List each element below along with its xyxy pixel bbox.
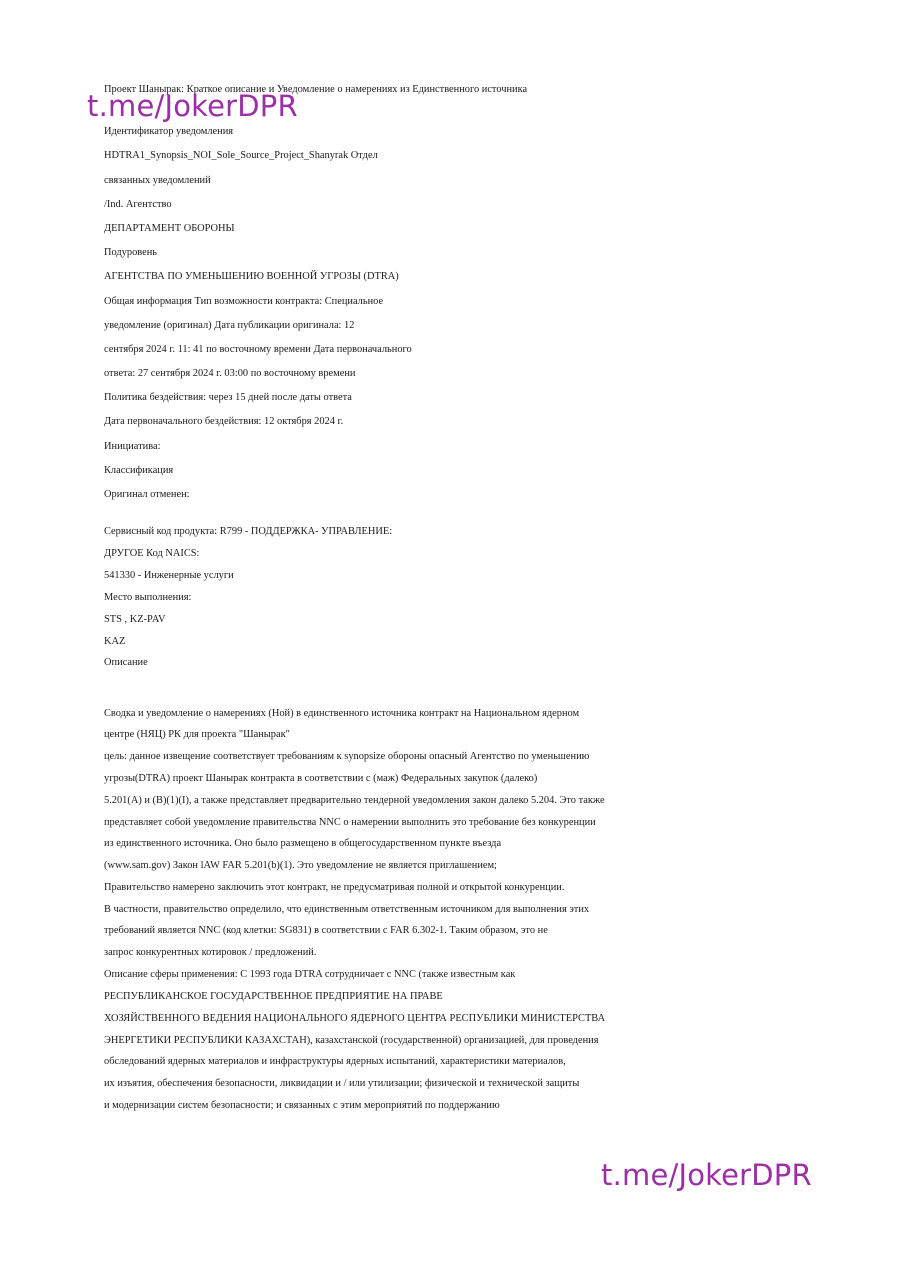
description-line: Правительство намерено заключить этот контракт, не предусматривая полной и открытой конкуренции. (104, 882, 565, 893)
info-line: Инициатива: (104, 441, 161, 452)
info-line: Идентификатор уведомления (104, 126, 234, 137)
description-line: ХОЗЯЙСТВЕННОГО ВЕДЕНИЯ НАЦИОНАЛЬНОГО ЯДЕРНОГО ЦЕНТРА РЕСПУБЛИКИ МИНИСТЕРСТВА (104, 1013, 606, 1024)
watermark-top: t.me/JokerDPR (87, 89, 298, 123)
info-line: сентября 2024 г. 11: 41 по восточному времени Дата первоначального (104, 344, 412, 355)
description-line: из единственного источника. Оно было размещено в общегосударственном пункте въезда (104, 838, 502, 849)
info-line: HDTRA1_Synopsis_NOI_Sole_Source_Project_Shanyrak Отдел (104, 150, 378, 161)
classification-line: STS , KZ-PAV (104, 614, 166, 625)
info-line: ответа: 27 сентября 2024 г. 03:00 по восточному времени (104, 368, 356, 379)
description-line: Описание сферы применения: С 1993 года DTRA сотрудничает с NNC (также известным как (104, 969, 516, 980)
description-line: представляет собой уведомление правительства NNC о намерении выполнить это требование без конкуренции (104, 817, 596, 828)
classification-line: 541330 - Инженерные услуги (104, 570, 234, 581)
info-line: Классификация (104, 465, 174, 476)
classification-line: KAZ (104, 636, 126, 647)
description-line: требований является NNC (код клетки: SG831) в соответствии с FAR 6.302-1. Таким образом, это не (104, 925, 548, 936)
classification-line: Сервисный код продукта: R799 - ПОДДЕРЖКА- УПРАВЛЕНИЕ: (104, 526, 393, 537)
description-line: обследований ядерных материалов и инфраструктуры ядерных испытаний, характеристики материалов, (104, 1056, 566, 1067)
description-line: В частности, правительство определило, что единственным ответственным источником для выполнения этих (104, 904, 590, 915)
description-line: запрос конкурентных котировок / предложений. (104, 947, 317, 958)
description-line: Сводка и уведомление о намерениях (Ной) в единственного источника контракт на Национальном ядерном (104, 708, 580, 719)
classification-line: Место выполнения: (104, 592, 192, 603)
info-line: Общая информация Тип возможности контракта: Специальное (104, 296, 384, 307)
description-line: ЭНЕРГЕТИКИ РЕСПУБЛИКИ КАЗАХСТАН), казахстанской (государственной) организацией, для проведения (104, 1035, 599, 1046)
info-line: Оригинал отменен: (104, 489, 190, 500)
description-line: 5.201(А) и (В)(1)(I), а также представляет предварительно тендерной уведомления закон далеко 5.204. Это также (104, 795, 605, 806)
info-line: Политика бездействия: через 15 дней после даты ответа (104, 392, 352, 403)
info-line: АГЕНТСТВА ПО УМЕНЬШЕНИЮ ВОЕННОЙ УГРОЗЫ (DTRA) (104, 271, 399, 282)
description-line: РЕСПУБЛИКАНСКОЕ ГОСУДАРСТВЕННОЕ ПРЕДПРИЯТИЕ НА ПРАВЕ (104, 991, 443, 1002)
description-line: их изъятия, обеспечения безопасности, ликвидации и / или утилизации; физической и технической защиты (104, 1078, 580, 1089)
description-line: и модернизации систем безопасности; и связанных с этим мероприятий по поддержанию (104, 1100, 500, 1111)
info-line: Дата первоначального бездействия: 12 октября 2024 г. (104, 416, 344, 427)
description-line: цель: данное извещение соответствует требованиям к synopsize обороны опасный Агентство по уменьшению (104, 751, 590, 762)
info-line: Подуровень (104, 247, 158, 258)
classification-line: ДРУГОЕ Код NAICS: (104, 548, 200, 559)
description-line: (www.sam.gov) Закон lAW FAR 5.201(b)(1). Это уведомление не является приглашением; (104, 860, 497, 871)
info-line: связанных уведомлений (104, 175, 211, 186)
info-line: /Ind. Агентство (104, 199, 172, 210)
section-heading-description: Описание (104, 657, 148, 668)
watermark-bottom: t.me/JokerDPR (601, 1158, 812, 1192)
document-title: Проект Шанырак: Краткое описание и Уведомление о намерениях из Единственного источника (104, 84, 528, 95)
info-line: ДЕПАРТАМЕНТ ОБОРОНЫ (104, 223, 235, 234)
info-line: уведомление (оригинал) Дата публикации оригинала: 12 (104, 320, 355, 331)
description-line: центре (НЯЦ) РК для проекта "Шанырак" (104, 729, 290, 740)
description-line: угрозы(DTRA) проект Шанырак контракта в соответствии с (маж) Федеральных закупок (далеко) (104, 773, 538, 784)
